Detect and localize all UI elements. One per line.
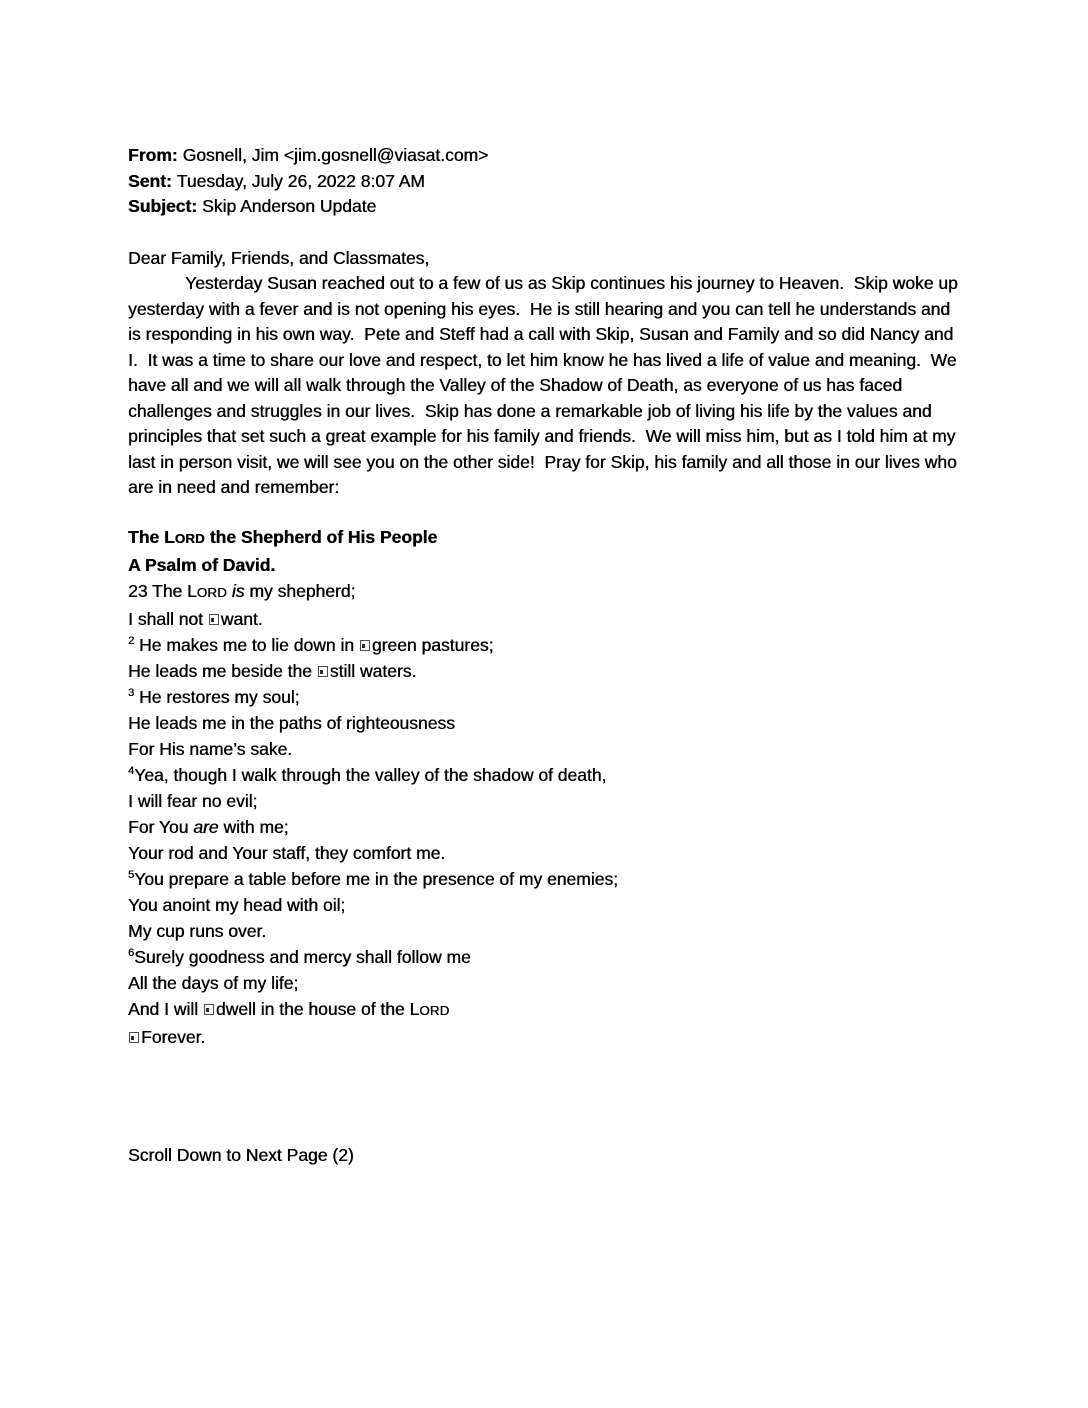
psalm-verse-6b: All the days of my life;: [128, 972, 299, 993]
verse-number: 2: [128, 634, 135, 647]
psalm-verse-5a: $^5$You prepare a table before me in the presence of my enemies;: [128, 868, 618, 889]
psalm-verse-3c: For His name’s sake.: [128, 738, 293, 759]
small-caps-lord: LORD: [163, 526, 205, 547]
psalm-section: [128, 524, 964, 1050]
subject-value: Skip Anderson Update: [202, 196, 377, 216]
footnote-marker-icon: [204, 1004, 214, 1015]
psalm-verse-4b: I will fear no evil;: [128, 790, 258, 811]
psalm-verse-6a: $^6$Surely goodness and mercy shall follow me: [128, 946, 471, 967]
psalm-verse-6d: Forever.: [128, 1024, 964, 1050]
psalm-verse-4c: For You are with me;: [128, 816, 289, 837]
verse-number: 3: [128, 686, 135, 699]
verse-number: 6: [128, 946, 135, 959]
psalm-verse-3a: $^3$ He restores my soul;: [128, 686, 300, 707]
from-label: From:: [128, 145, 178, 165]
psalm-verse-4d: Your rod and Your staff, they comfort me.: [128, 842, 446, 863]
email-from-row: [128, 143, 964, 169]
email-body-paragraph: Yesterday Susan reached out to a few of us as Skip continues his journey to Heaven. Skip woke up yesterday with a fever and is not opening his eyes. He is still hearing and you can tell he understands and is responding in his own way. Pete and Steff had a call with Skip, Susan and Family and so did Nancy and I. It was a time to share our love and respect, to let him know he has lived a life of value and meaning. We have all and we will all walk through the Valley of the Shadow of Death, as everyone of us has faced challenges and struggles in our lives. Skip has done a remarkable job of living his life by the values and principles that set such a great example for his family and friends. We will miss him, but as I told him at my last in person visit, we will see you on the other side! Pray for Skip, his family and all those in our lives who are in need and remember:: [128, 273, 963, 497]
sent-value: Tuesday, July 26, 2022 8:07 AM: [176, 170, 425, 191]
greeting: Dear Family, Friends, and Classmates,: [128, 247, 430, 268]
psalm-verse-1b: I shall not want.: [128, 608, 263, 629]
italic-word: is: [231, 580, 245, 601]
psalm-verse-1a: 23 The LORD is my shepherd;: [128, 580, 356, 601]
psalm-verse-3b: He leads me in the paths of righteousness: [128, 712, 455, 733]
italic-word: are: [193, 816, 219, 837]
sent-label: Sent:: [128, 170, 172, 191]
psalm-verse-6c: And I will dwell in the house of the LORD: [128, 998, 450, 1019]
verse-number: 4: [128, 764, 135, 777]
psalm-verse-5c: My cup runs over.: [128, 920, 267, 941]
email-sent-row: [128, 169, 964, 195]
psalm-title: The LORD the Shepherd of His People: [128, 526, 438, 547]
footnote-marker-icon: [318, 666, 328, 677]
psalm-verse-4a: $^4$Yea, though I walk through the valley of the shadow of death,: [128, 764, 607, 785]
footnote-marker-icon: [129, 1032, 139, 1043]
footnote-marker-icon: [360, 640, 370, 651]
psalm-verse-5b: You anoint my head with oil;: [128, 894, 346, 915]
email-subject-row: [128, 194, 964, 220]
psalm-verse-2b: He leads me beside the still waters.: [128, 660, 417, 681]
email-header: [128, 143, 964, 220]
verse-number: 5: [128, 868, 135, 881]
footnote-marker-icon: [209, 614, 219, 625]
small-caps-lord: LORD: [409, 998, 450, 1019]
scroll-note: Scroll Down to Next Page (2): [128, 1144, 354, 1165]
psalm-verse-2a: $^2$ He makes me to lie down in green pastures;: [128, 634, 494, 655]
small-caps-lord: LORD: [187, 580, 227, 601]
from-value: Gosnell, Jim <jim.gosnell@viasat.com>: [182, 145, 489, 165]
psalm-subtitle: A Psalm of David.: [128, 554, 276, 575]
subject-label: Subject:: [128, 196, 198, 216]
